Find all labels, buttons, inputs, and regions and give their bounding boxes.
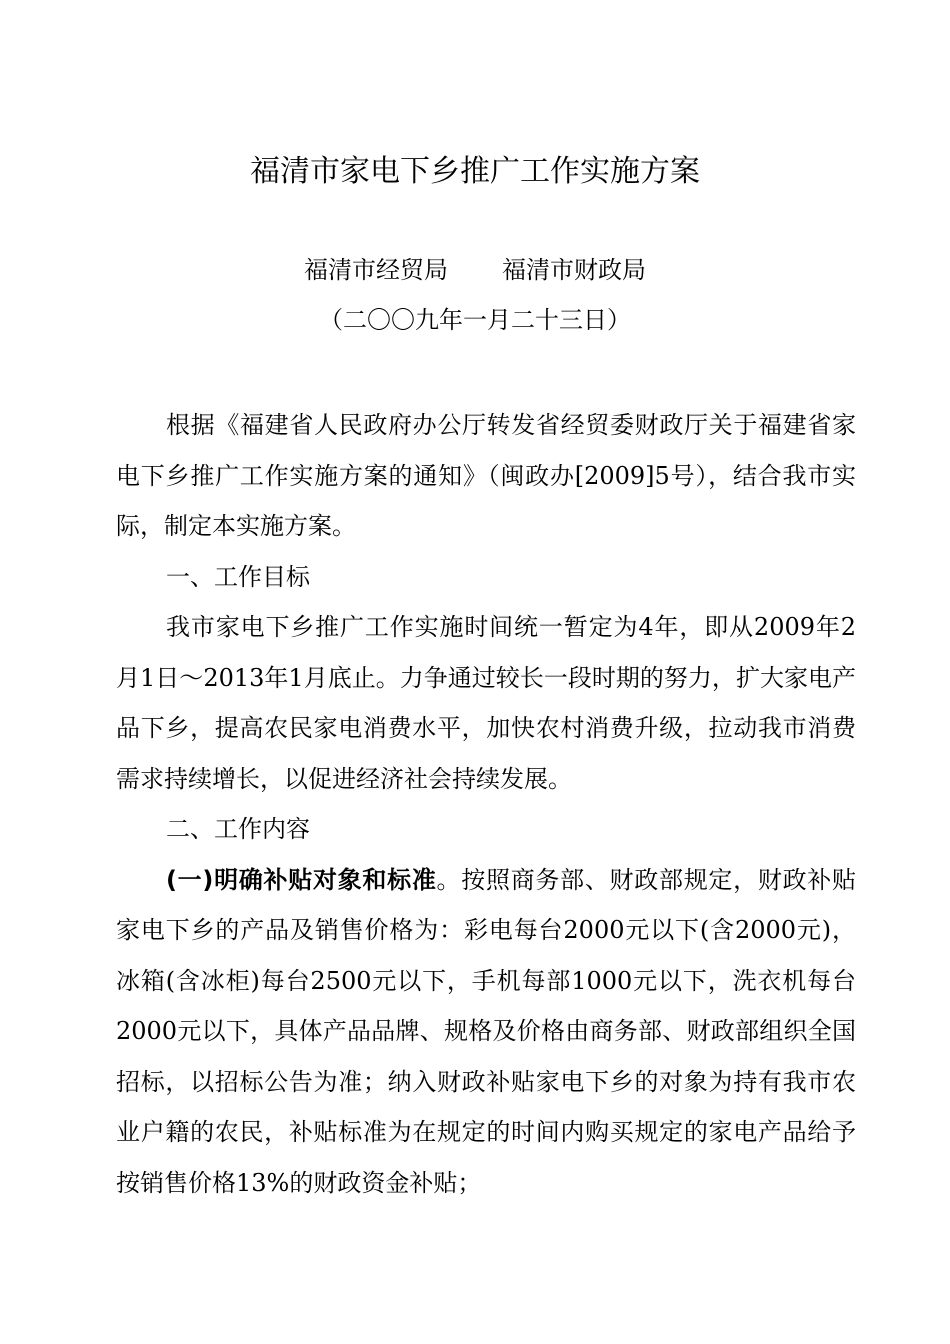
subsidy-paragraph — [116, 855, 856, 1209]
section-heading-content: 二、工作内容 — [166, 815, 310, 843]
document-date: （二〇〇九年一月二十三日） — [319, 306, 631, 334]
issuer-economic-bureau: 福清市经贸局 — [304, 256, 448, 284]
goals-paragraph: 我市家电下乡推广工作实施时间统一暂定为4年，即从2009年2月1日～2013年1月底止。力争通过较长一段时期的努力，扩大家电产品下乡，提高农民家电消费水平，加快农村消费升级，拉动我市消费需求持续增长，以促进经济社会持续发展。 — [116, 613, 856, 793]
document-body — [116, 400, 856, 1208]
subsidy-item-title: (一)明确补贴对象和标准 — [166, 865, 437, 894]
section-heading-goals: 一、工作目标 — [166, 562, 310, 591]
issuer-finance-bureau: 福清市财政局 — [502, 256, 646, 284]
intro-paragraph: 根据《福建省人民政府办公厅转发省经贸委财政厅关于福建省家电下乡推广工作实施方案的通知》（闽政办[2009]5号），结合我市实际，制定本实施方案。 — [116, 411, 856, 540]
issuing-agencies — [0, 252, 950, 288]
subsidy-item-body: 。按照商务部、财政部规定，财政补贴家电下乡的产品及销售价格为：彩电每台2000元以下(含2000元)，冰箱(含冰柜)每台2500元以下，手机每部1000元以下，洗衣机每台2000元以下，具体产品品牌、规格及价格由商务部、财政部组织全国招标，以招标公告为准；纳入财政补贴家电下乡的对象为持有我市农业户籍的农民，补贴标准为在规定的时间内购买规定的家电产品给予按销售价格13%的财政资金补贴； — [116, 865, 857, 1197]
document-title: 福清市家电下乡推广工作实施方案 — [250, 154, 700, 189]
